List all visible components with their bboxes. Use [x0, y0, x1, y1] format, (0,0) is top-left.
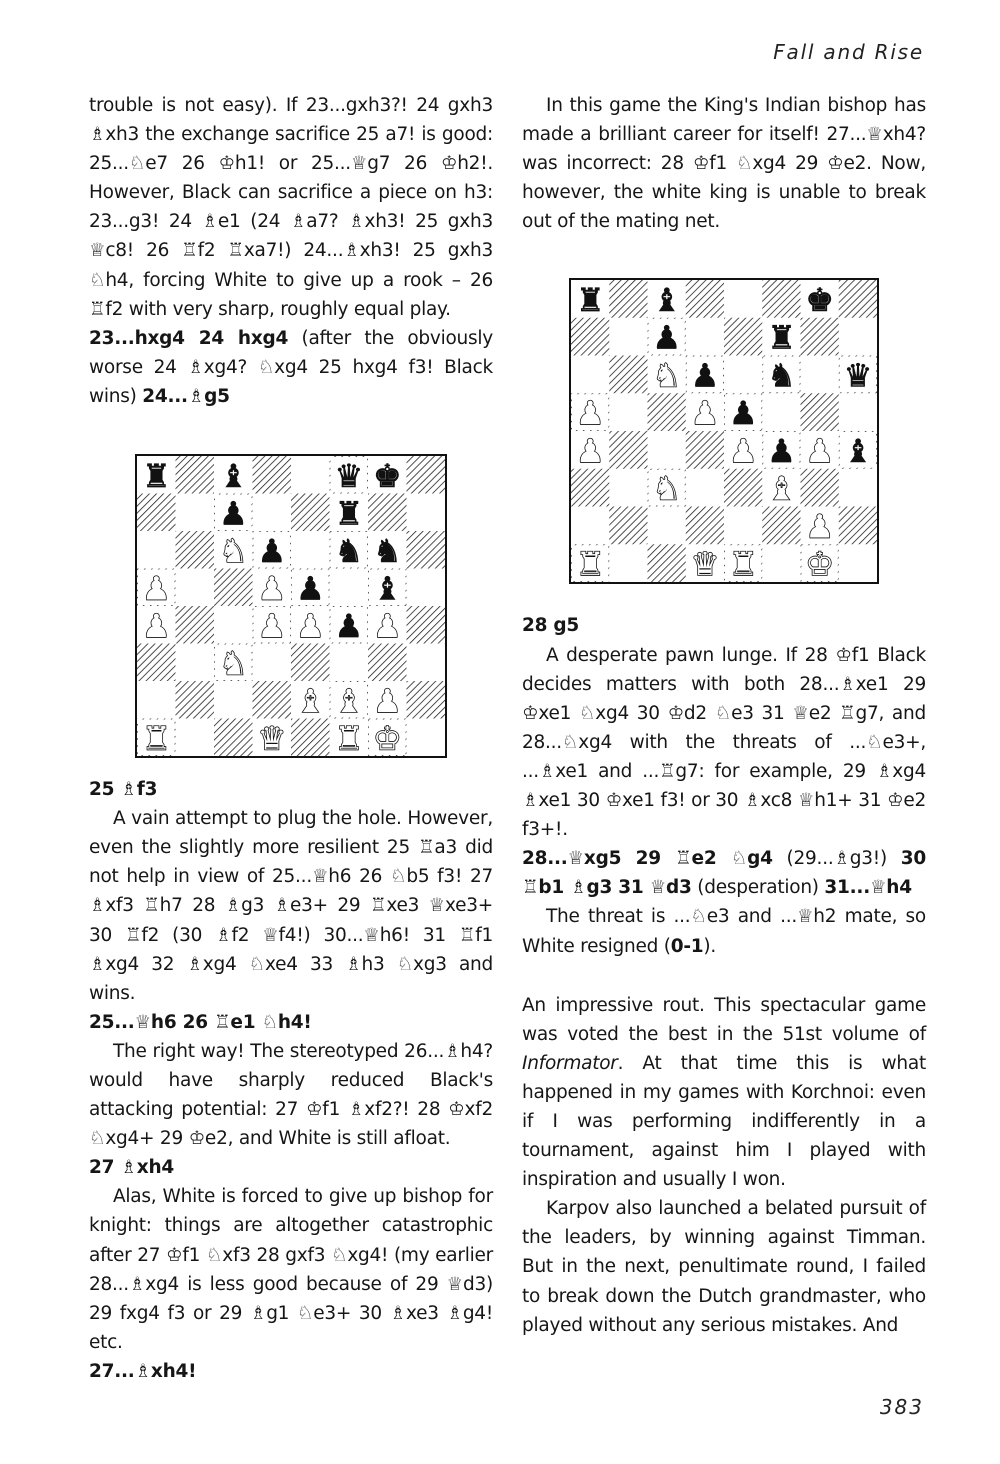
diagram-2-wrapper — [522, 236, 926, 611]
black-pawn-icon: ♟ — [257, 531, 286, 570]
black-pawn-icon: ♟ — [652, 319, 681, 358]
paragraph: trouble is not easy). If 23...gxh3?! 24 gxh3 ♗xh3 the exchange sacrifice 25 a7! is good: 25...♘e7 26 ♔h1! or 25...♕g7 26 ♔h2!. However, Black can sacrifice a piece on h3: 23...g3! 24 ♗e1 (24 ♗a7? ♗xh3! 25 gxh3 ♕c8! 26 ♖f2 ♖xa7!) 24...♗xh3! 25 gxh3 ♘h4, forcing White to give up a rook – 26 ♖f2 with very sharp, roughly equal play. — [89, 95, 493, 320]
board-square — [291, 494, 330, 532]
paragraph: A desperate pawn lunge. If 28 ♔f1 Black decides matters with both 28...♗xe1 29 ♔xe1 ♘xg4 30 ♔d2 ♘e3 31 ♕e2 ♖g7, and 28...♘xg4 with the threats of ...♘e3+, ...♗xe1 and ...♖g7: for example, 29 ♗xg4 ♗xe1 30 ♔xe1 f3! or 30 ♗xc8 ♕h1+ 31 ♔e2 f3+!. — [522, 644, 926, 841]
board-square — [839, 469, 878, 507]
result-text: 0-1 — [670, 935, 704, 957]
board-square — [137, 494, 176, 532]
white-rook-icon: ♜ — [575, 545, 605, 584]
white-pawn-icon: ♟ — [373, 681, 402, 720]
diagram-1-wrapper — [89, 411, 493, 775]
white-pawn-icon: ♟ — [142, 606, 171, 645]
move-text: 27 ♗xh4 — [89, 1157, 174, 1179]
board-square — [571, 356, 610, 394]
board-square — [253, 681, 292, 719]
annotation-text: ). — [703, 935, 717, 957]
board-square — [609, 394, 648, 432]
paragraph: A vain attempt to plug the hole. However, even the slightly more resilient 25 ♖a3 did not help in view of 25...♕h6 26 ♘b5 f3! 27 ♗xf3 ♖h7 28 ♗g3 ♗e3+ 29 ♖xe3 ♕xe3+ 30 ♖f2 (30 ♗f2 ♕f4!) 30...♕h6! 31 ♖f1 ♗xg4 32 ♗xg4 ♘xe4 33 ♗h3 ♘xg3 and wins. — [89, 808, 493, 1004]
board-square — [609, 545, 648, 583]
board-square — [724, 356, 763, 394]
paragraph — [522, 991, 926, 1195]
book-title: Informator — [522, 1052, 618, 1074]
white-pawn-icon: ♟ — [575, 394, 605, 433]
black-queen-icon: ♛ — [843, 356, 873, 395]
paragraph: Karpov also launched a belated pursuit of the leaders, by winning against Timman. But in the next, penultimate round, I failed to break down the Dutch grandmaster, who played without any serious mistakes. And — [522, 1198, 926, 1336]
black-knight-icon: ♞ — [373, 531, 402, 570]
running-title: Fall and Rise — [773, 40, 924, 64]
white-king-icon: ♚ — [805, 545, 834, 584]
board-square — [368, 644, 407, 682]
board-square — [609, 507, 648, 545]
board-square — [648, 545, 687, 583]
black-pawn-icon: ♟ — [690, 356, 720, 395]
board-square — [686, 318, 725, 356]
paragraph — [522, 844, 926, 902]
paragraph: The right way! The stereotyped 26...♗h4? would have sharply reduced Black's attacking potential: 27 ♔f1 ♗xf2?! 28 ♔xf2 ♘xg4+ 29 ♔e2, and White is still afloat. — [89, 1040, 493, 1150]
spacer — [522, 961, 926, 991]
board-square — [609, 318, 648, 356]
black-rook-icon: ♜ — [142, 456, 171, 495]
board-square — [253, 494, 292, 532]
black-bishop-icon: ♝ — [843, 432, 873, 471]
white-pawn-icon: ♟ — [690, 394, 720, 433]
white-pawn-icon: ♟ — [575, 432, 605, 471]
move-heading — [89, 775, 493, 804]
board-square — [762, 280, 801, 318]
black-pawn-icon: ♟ — [219, 494, 248, 533]
white-bishop-icon: ♝ — [767, 470, 796, 509]
board-square — [686, 431, 725, 469]
board-square — [648, 394, 687, 432]
board-square — [407, 531, 446, 569]
move-text: 31...♕h4 — [824, 877, 912, 899]
board-square — [762, 507, 801, 545]
move-text: 28 g5 — [522, 615, 580, 637]
paragraph — [522, 902, 926, 960]
white-knight-icon: ♞ — [652, 470, 681, 509]
board-square — [137, 681, 176, 719]
white-rook-icon: ♜ — [334, 719, 363, 758]
board-square — [686, 280, 725, 318]
white-pawn-icon: ♟ — [728, 432, 758, 471]
board-square — [407, 569, 446, 607]
board-square — [253, 644, 292, 682]
black-pawn-icon: ♟ — [334, 606, 363, 645]
board-square — [724, 469, 763, 507]
black-king-icon: ♚ — [373, 456, 402, 495]
black-knight-icon: ♞ — [334, 531, 363, 570]
white-knight-icon: ♞ — [219, 644, 248, 683]
white-rook-icon: ♜ — [142, 719, 171, 758]
board-square — [801, 469, 840, 507]
board-square — [609, 280, 648, 318]
board-square — [762, 394, 801, 432]
body-text: . At that time this is what happened in my games with Korchnoi: even if I was performing indifferently in a tournament, against him I played with inspiration and usually I won. — [522, 1052, 926, 1191]
body-text: An impressive rout. This spectacular game was voted the best in the 51st volume of — [522, 994, 926, 1045]
black-king-icon: ♚ — [805, 281, 834, 320]
board-square — [609, 469, 648, 507]
right-column — [522, 91, 926, 1340]
board-square — [686, 507, 725, 545]
white-queen-icon: ♛ — [690, 545, 720, 584]
black-queen-icon: ♛ — [334, 456, 363, 495]
white-pawn-icon: ♟ — [805, 507, 834, 546]
chess-diagram-1 — [135, 454, 447, 758]
board-square — [291, 644, 330, 682]
black-rook-icon: ♜ — [575, 281, 605, 320]
move-heading — [89, 1153, 493, 1182]
board-square — [839, 318, 878, 356]
white-bishop-icon: ♝ — [296, 681, 325, 720]
board-square — [407, 494, 446, 532]
board-square — [176, 644, 215, 682]
white-knight-icon: ♞ — [652, 356, 681, 395]
white-pawn-icon: ♟ — [142, 569, 171, 608]
board-square — [571, 318, 610, 356]
paragraph: Alas, White is forced to give up bishop for knight: things are altogether catastrophic after 27 ♔f1 ♘xf3 28 gxf3 ♘xg4! (my earlier 28...♗xg4 is less good because of 29 ♕d3) 29 fxg4 f3 or 29 ♗g1 ♘e3+ 30 ♗xe3 ♗g4! etc. — [89, 1186, 493, 1353]
board-square — [137, 644, 176, 682]
white-king-icon: ♚ — [373, 719, 402, 758]
black-rook-icon: ♜ — [334, 494, 363, 533]
white-pawn-icon: ♟ — [373, 606, 402, 645]
annotation-text: (desperation) — [691, 877, 825, 899]
board-square — [724, 318, 763, 356]
black-bishop-icon: ♝ — [219, 456, 248, 495]
board-square — [648, 507, 687, 545]
board-square — [291, 531, 330, 569]
white-rook-icon: ♜ — [728, 545, 758, 584]
move-text: 25 ♗f3 — [89, 779, 158, 801]
paragraph: In this game the King's Indian bishop has made a brilliant career for itself! 27...♕xh4? was incorrect: 28 ♔f1 ♘xg4 29 ♔e2. Now, however, the white king is unable to break out of the mating net. — [522, 95, 926, 233]
move-text: 27...♗xh4! — [89, 1360, 197, 1382]
board-square — [176, 531, 215, 569]
board-square — [330, 644, 369, 682]
board-square — [137, 531, 176, 569]
board-square — [214, 569, 253, 607]
move-text: 28...♕xg5 29 ♖e2 ♘g4 — [522, 848, 773, 870]
board-square — [839, 545, 878, 583]
board-square — [609, 431, 648, 469]
black-bishop-icon: ♝ — [373, 569, 402, 608]
board-square — [291, 456, 330, 494]
board-square — [801, 394, 840, 432]
white-pawn-icon: ♟ — [805, 432, 834, 471]
board-square — [407, 681, 446, 719]
board-square — [571, 469, 610, 507]
board-square — [176, 719, 215, 757]
board-square — [801, 356, 840, 394]
board-square — [839, 280, 878, 318]
black-pawn-icon: ♟ — [728, 394, 758, 433]
board-square — [176, 606, 215, 644]
board-square — [407, 644, 446, 682]
board-square — [407, 456, 446, 494]
black-knight-icon: ♞ — [767, 356, 796, 395]
board-square — [176, 681, 215, 719]
white-pawn-icon: ♟ — [296, 606, 325, 645]
board-square — [291, 719, 330, 757]
board-square — [648, 431, 687, 469]
board-square — [839, 507, 878, 545]
board-square — [609, 356, 648, 394]
board-square — [176, 569, 215, 607]
board-square — [368, 494, 407, 532]
board-square — [762, 545, 801, 583]
white-pawn-icon: ♟ — [257, 569, 286, 608]
page-number: 383 — [879, 1395, 924, 1419]
move-heading — [89, 1357, 493, 1386]
move-heading — [522, 611, 926, 640]
move-text: 30 ♖b1 ♗g3 31 ♕d3 — [522, 848, 926, 899]
annotation-text: The threat is ...♘e3 and ...♕h2 mate, so White resigned ( — [522, 906, 926, 957]
black-rook-icon: ♜ — [767, 319, 796, 358]
move-heading — [89, 1008, 493, 1037]
white-queen-icon: ♛ — [257, 719, 286, 758]
paragraph — [89, 324, 493, 411]
board-square — [214, 681, 253, 719]
left-column — [89, 91, 493, 1386]
board-square — [253, 456, 292, 494]
board-square — [839, 394, 878, 432]
board-square — [724, 507, 763, 545]
black-pawn-icon: ♟ — [296, 569, 325, 608]
white-knight-icon: ♞ — [219, 531, 248, 570]
board-square — [407, 719, 446, 757]
chess-diagram-2 — [569, 278, 879, 584]
black-pawn-icon: ♟ — [767, 432, 796, 471]
board-square — [214, 719, 253, 757]
board-square — [176, 494, 215, 532]
annotation-text: (after the obviously worse 24 ♗xg4? ♘xg4 25 hxg4 f3! Black wins) — [89, 327, 494, 407]
board-square — [214, 606, 253, 644]
board-square — [407, 606, 446, 644]
white-pawn-icon: ♟ — [257, 606, 286, 645]
board-square — [686, 469, 725, 507]
white-bishop-icon: ♝ — [334, 681, 363, 720]
board-square — [330, 569, 369, 607]
annotation-text: (29...♗g3!) — [772, 848, 901, 870]
board-square — [176, 456, 215, 494]
move-text: 24...♗g5 — [142, 385, 230, 407]
black-bishop-icon: ♝ — [652, 281, 681, 320]
board-square — [571, 507, 610, 545]
board-square — [801, 318, 840, 356]
board-square — [724, 280, 763, 318]
move-text: 23...hxg4 24 hxg4 — [89, 327, 289, 349]
move-text: 25...♕h6 26 ♖e1 ♘h4! — [89, 1011, 312, 1033]
